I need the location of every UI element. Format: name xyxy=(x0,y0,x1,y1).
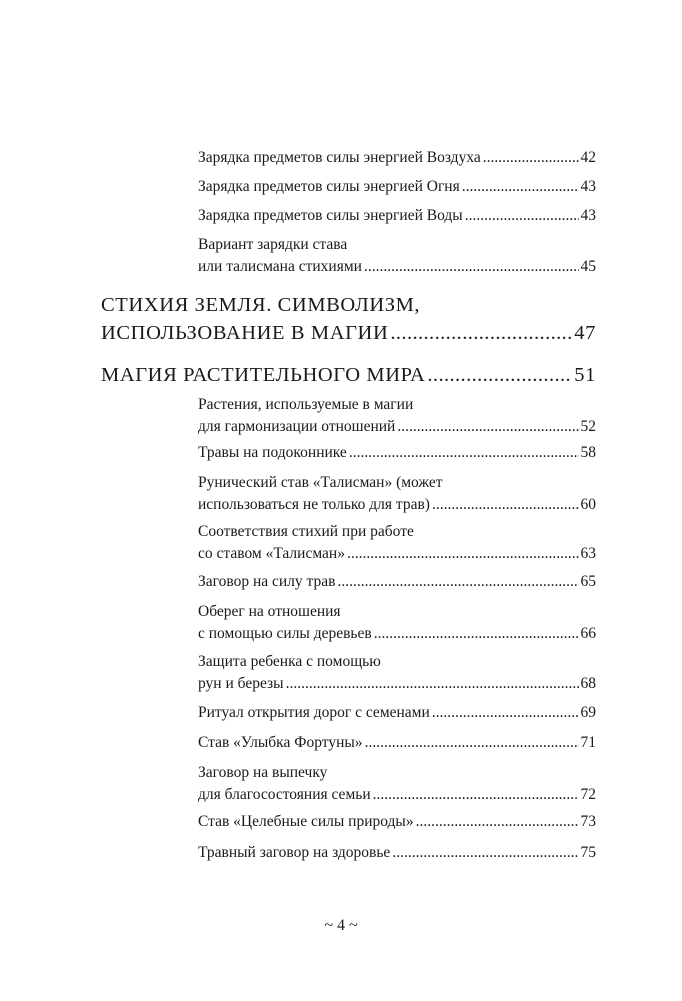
toc-chapter[interactable] xyxy=(101,291,596,347)
toc-leader-dots xyxy=(432,494,579,516)
toc-leader-dots xyxy=(432,702,579,724)
toc-page-number: 66 xyxy=(580,625,596,642)
toc-page-number: 51 xyxy=(574,364,596,386)
toc-leader-dots xyxy=(349,442,579,464)
toc-leader-dots xyxy=(347,543,579,565)
toc-entry[interactable] xyxy=(198,394,596,438)
toc-entry-title: Заговор на силу трав xyxy=(198,573,336,590)
toc-entry-title: Защита ребенка с помощью xyxy=(198,653,381,670)
toc-page-number: 72 xyxy=(580,786,596,803)
toc-leader-dots xyxy=(373,784,579,806)
toc-entry[interactable] xyxy=(198,234,596,278)
toc-chapter-title: МАГИЯ РАСТИТЕЛЬНОГО МИРА xyxy=(101,364,426,386)
toc-leader-dots xyxy=(465,205,579,227)
toc-entry-title: Растения, используемые в магии xyxy=(198,396,414,413)
toc-page-number: 42 xyxy=(580,149,596,166)
toc-leader-dots xyxy=(416,811,579,833)
toc-entry-title: Рунический став «Талисман» (может xyxy=(198,474,443,491)
toc-entry-title: Заговор на выпечку xyxy=(198,764,328,781)
toc-entry-title: Травы на подоконнике xyxy=(198,444,347,461)
toc-entry[interactable] xyxy=(198,442,596,464)
toc-entry[interactable] xyxy=(198,176,596,198)
page-number-footer: ~ 4 ~ xyxy=(324,917,358,934)
toc-leader-dots xyxy=(286,673,579,695)
toc-page-number: 52 xyxy=(580,418,596,435)
toc-leader-dots xyxy=(427,361,572,389)
toc-entry[interactable] xyxy=(198,521,596,565)
toc-entry[interactable] xyxy=(198,811,596,833)
toc-leader-dots xyxy=(462,176,579,198)
toc-page-number: 65 xyxy=(580,573,596,590)
toc-entry[interactable] xyxy=(198,147,596,169)
toc-page-number: 47 xyxy=(574,322,596,344)
toc-entry[interactable] xyxy=(198,651,596,695)
toc-leader-dots xyxy=(390,319,572,347)
toc-entry-title-cont: с помощью силы деревьев xyxy=(198,625,372,642)
toc-entry[interactable] xyxy=(198,472,596,516)
toc-entry[interactable] xyxy=(198,571,596,593)
toc-page-number: 73 xyxy=(580,813,596,830)
toc-entry-title: Став «Целебные силы природы» xyxy=(198,813,414,830)
toc-entry-title: Соответствия стихий при работе xyxy=(198,523,414,540)
toc-chapter[interactable] xyxy=(101,361,596,389)
toc-entry-title: Вариант зарядки става xyxy=(198,236,348,253)
toc-page-number: 43 xyxy=(580,207,596,224)
toc-page-number: 63 xyxy=(580,545,596,562)
toc-entry-title: Оберег на отношения xyxy=(198,603,341,620)
toc-leader-dots xyxy=(364,256,579,278)
toc-page-number: 60 xyxy=(580,496,596,513)
toc-entry-title: Травный заговор на здоровье xyxy=(198,844,391,861)
toc-page-number: 68 xyxy=(580,675,596,692)
toc-entry[interactable] xyxy=(198,732,596,754)
toc-page-number: 45 xyxy=(580,258,596,275)
toc-entry-title: Зарядка предметов силы энергией Воздуха xyxy=(198,149,481,166)
toc-entry[interactable] xyxy=(198,205,596,227)
toc-leader-dots xyxy=(483,147,579,169)
toc-leader-dots xyxy=(365,732,579,754)
toc-entry-title-cont: со ставом «Талисман» xyxy=(198,545,345,562)
toc-entry-title: Ритуал открытия дорог с семенами xyxy=(198,704,430,721)
toc-leader-dots xyxy=(392,842,578,864)
toc-page-number: 75 xyxy=(580,844,596,861)
toc-entry[interactable] xyxy=(198,842,596,864)
toc-entry[interactable] xyxy=(198,762,596,806)
toc-entry-title-cont: для гармонизации отношений xyxy=(198,418,396,435)
toc-chapter-title: СТИХИЯ ЗЕМЛЯ. СИМВОЛИЗМ, xyxy=(101,294,421,316)
toc-page-number: 58 xyxy=(580,444,596,461)
toc-entry[interactable] xyxy=(198,702,596,724)
toc-entry-title-cont: или талисмана стихиями xyxy=(198,258,362,275)
toc-leader-dots xyxy=(397,416,578,438)
toc-entry-title-cont: для благосостояния семьи xyxy=(198,786,371,803)
toc-entry-title: Став «Улыбка Фортуны» xyxy=(198,734,363,751)
toc-entry-title: Зарядка предметов силы энергией Огня xyxy=(198,178,460,195)
toc-page-number: 43 xyxy=(580,178,596,195)
toc-leader-dots xyxy=(374,623,579,645)
toc-page-number: 71 xyxy=(580,734,596,751)
toc-entry[interactable] xyxy=(198,601,596,645)
toc-chapter-title-cont: ИСПОЛЬЗОВАНИЕ В МАГИИ xyxy=(101,322,389,344)
toc-leader-dots xyxy=(337,571,578,593)
toc-page-number: 69 xyxy=(580,704,596,721)
toc-entry-title-cont: рун и березы xyxy=(198,675,284,692)
toc-entry-title: Зарядка предметов силы энергией Воды xyxy=(198,207,463,224)
toc-entry-title-cont: использоваться не только для трав) xyxy=(198,496,430,513)
